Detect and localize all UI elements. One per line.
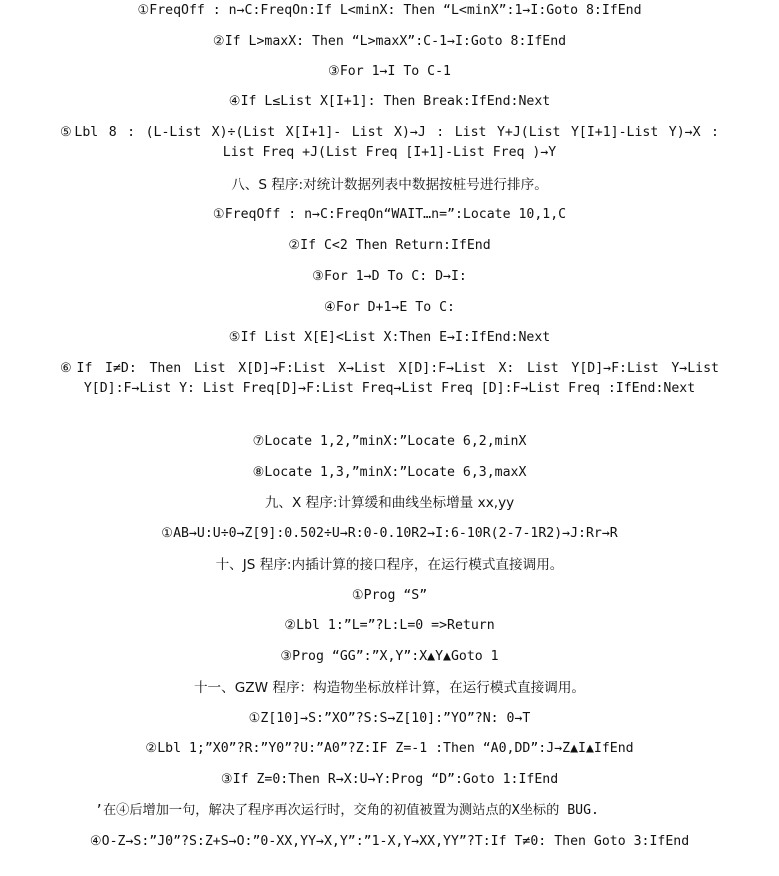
gzw-program-line-1: ①Z[10]→S:”XO”?S:S→Z[10]:”YO”?N: 0→T	[248, 711, 531, 726]
freq-program-line-2: ②If L>maxX: Then “L>maxX”:C-1→I:Goto 8:IfEnd	[212, 34, 567, 49]
s-program-line-1: ①FreqOff : n→C:FreqOn“WAIT…n=”:Locate 10,1,C	[212, 207, 567, 222]
gzw-program-line-2: ②Lbl 1;”X0”?R:”Y0”?U:”A0”?Z:IF Z=-1 :Then “A0,DD”:J→Z▲I▲IfEnd	[145, 741, 634, 756]
x-program-line-1: ①AB→U:U÷0→Z[9]:0.502÷U→R:0-0.10R2→I:6-10R(2-7-1R2)→J:Rr→R	[161, 526, 618, 541]
js-program-line-2: ②Lbl 1:”L=”?L:L=0 =>Return	[284, 618, 495, 633]
gzw-program-line-3: ③If Z=0:Then R→X:U→Y:Prog “D”:Goto 1:IfEnd	[220, 772, 559, 787]
section-heading-s-program: 八、S 程序:对统计数据列表中数据按桩号进行排序。	[231, 177, 548, 193]
s-program-line-8: ⑧Locate 1,3,”minX:”Locate 6,3,maxX	[252, 465, 527, 480]
js-program-line-3: ③Prog “GG”:”X,Y”:X▲Y▲Goto 1	[280, 649, 499, 664]
js-program-line-1: ①Prog “S”	[351, 588, 428, 603]
freq-program-line-1: ①FreqOff : n→C:FreqOn:If L<minX: Then “L<minX”:1→I:Goto 8:IfEnd	[137, 3, 642, 18]
section-heading-x-program: 九、X 程序:计算缓和曲线坐标增量 xx,yy	[264, 495, 515, 511]
freq-program-line-3: ③For 1→I To C-1	[328, 64, 451, 79]
gzw-program-line-4: ④O-Z→S:”J0”?S:Z+S→O:”0-XX,YY→X,Y”:”1-X,Y→XX,YY”?T:If T≠0: Then Goto 3:IfEnd	[89, 834, 690, 849]
freq-program-line-4: ④If L≤List X[I+1]: Then Break:IfEnd:Next	[228, 94, 551, 109]
s-program-line-7: ⑦Locate 1,2,”minX:”Locate 6,2,minX	[252, 434, 527, 449]
freq-program-line-5: ⑤Lbl 8 : (L-List X)÷(List X[I+1]- List X)→J : List Y+J(List Y[I+1]-List Y)→X : List Freq +J(List Freq [I+1]-List Freq )→Y	[60, 125, 719, 160]
s-program-line-5: ⑤If List X[E]<List X:Then E→I:IfEnd:Next	[228, 330, 551, 345]
section-heading-js-program: 十、JS 程序:内插计算的接口程序，在运行模式直接调用。	[215, 557, 564, 573]
gzw-bugfix-note: ’在④后增加一句，解决了程序再次运行时，交角的初值被置为测站点的X坐标的 BUG.	[95, 803, 599, 818]
s-program-line-4: ④For D+1→E To C:	[324, 300, 455, 315]
s-program-line-3: ③For 1→D To C: D→I:	[312, 269, 467, 284]
s-program-line-6: ⑥If I≠D: Then List X[D]→F:List X→List X[D]:F→List X: List Y[D]→F:List Y→List Y[D]:F→List Y: List Freq[D]→F:List Freq→List Freq [D]:F→List Freq :IfEnd:Next	[60, 361, 719, 396]
s-program-line-2: ②If C<2 Then Return:IfEnd	[288, 238, 491, 253]
section-heading-gzw-program: 十一、GZW 程序：构造物坐标放样计算，在运行模式直接调用。	[193, 680, 586, 696]
